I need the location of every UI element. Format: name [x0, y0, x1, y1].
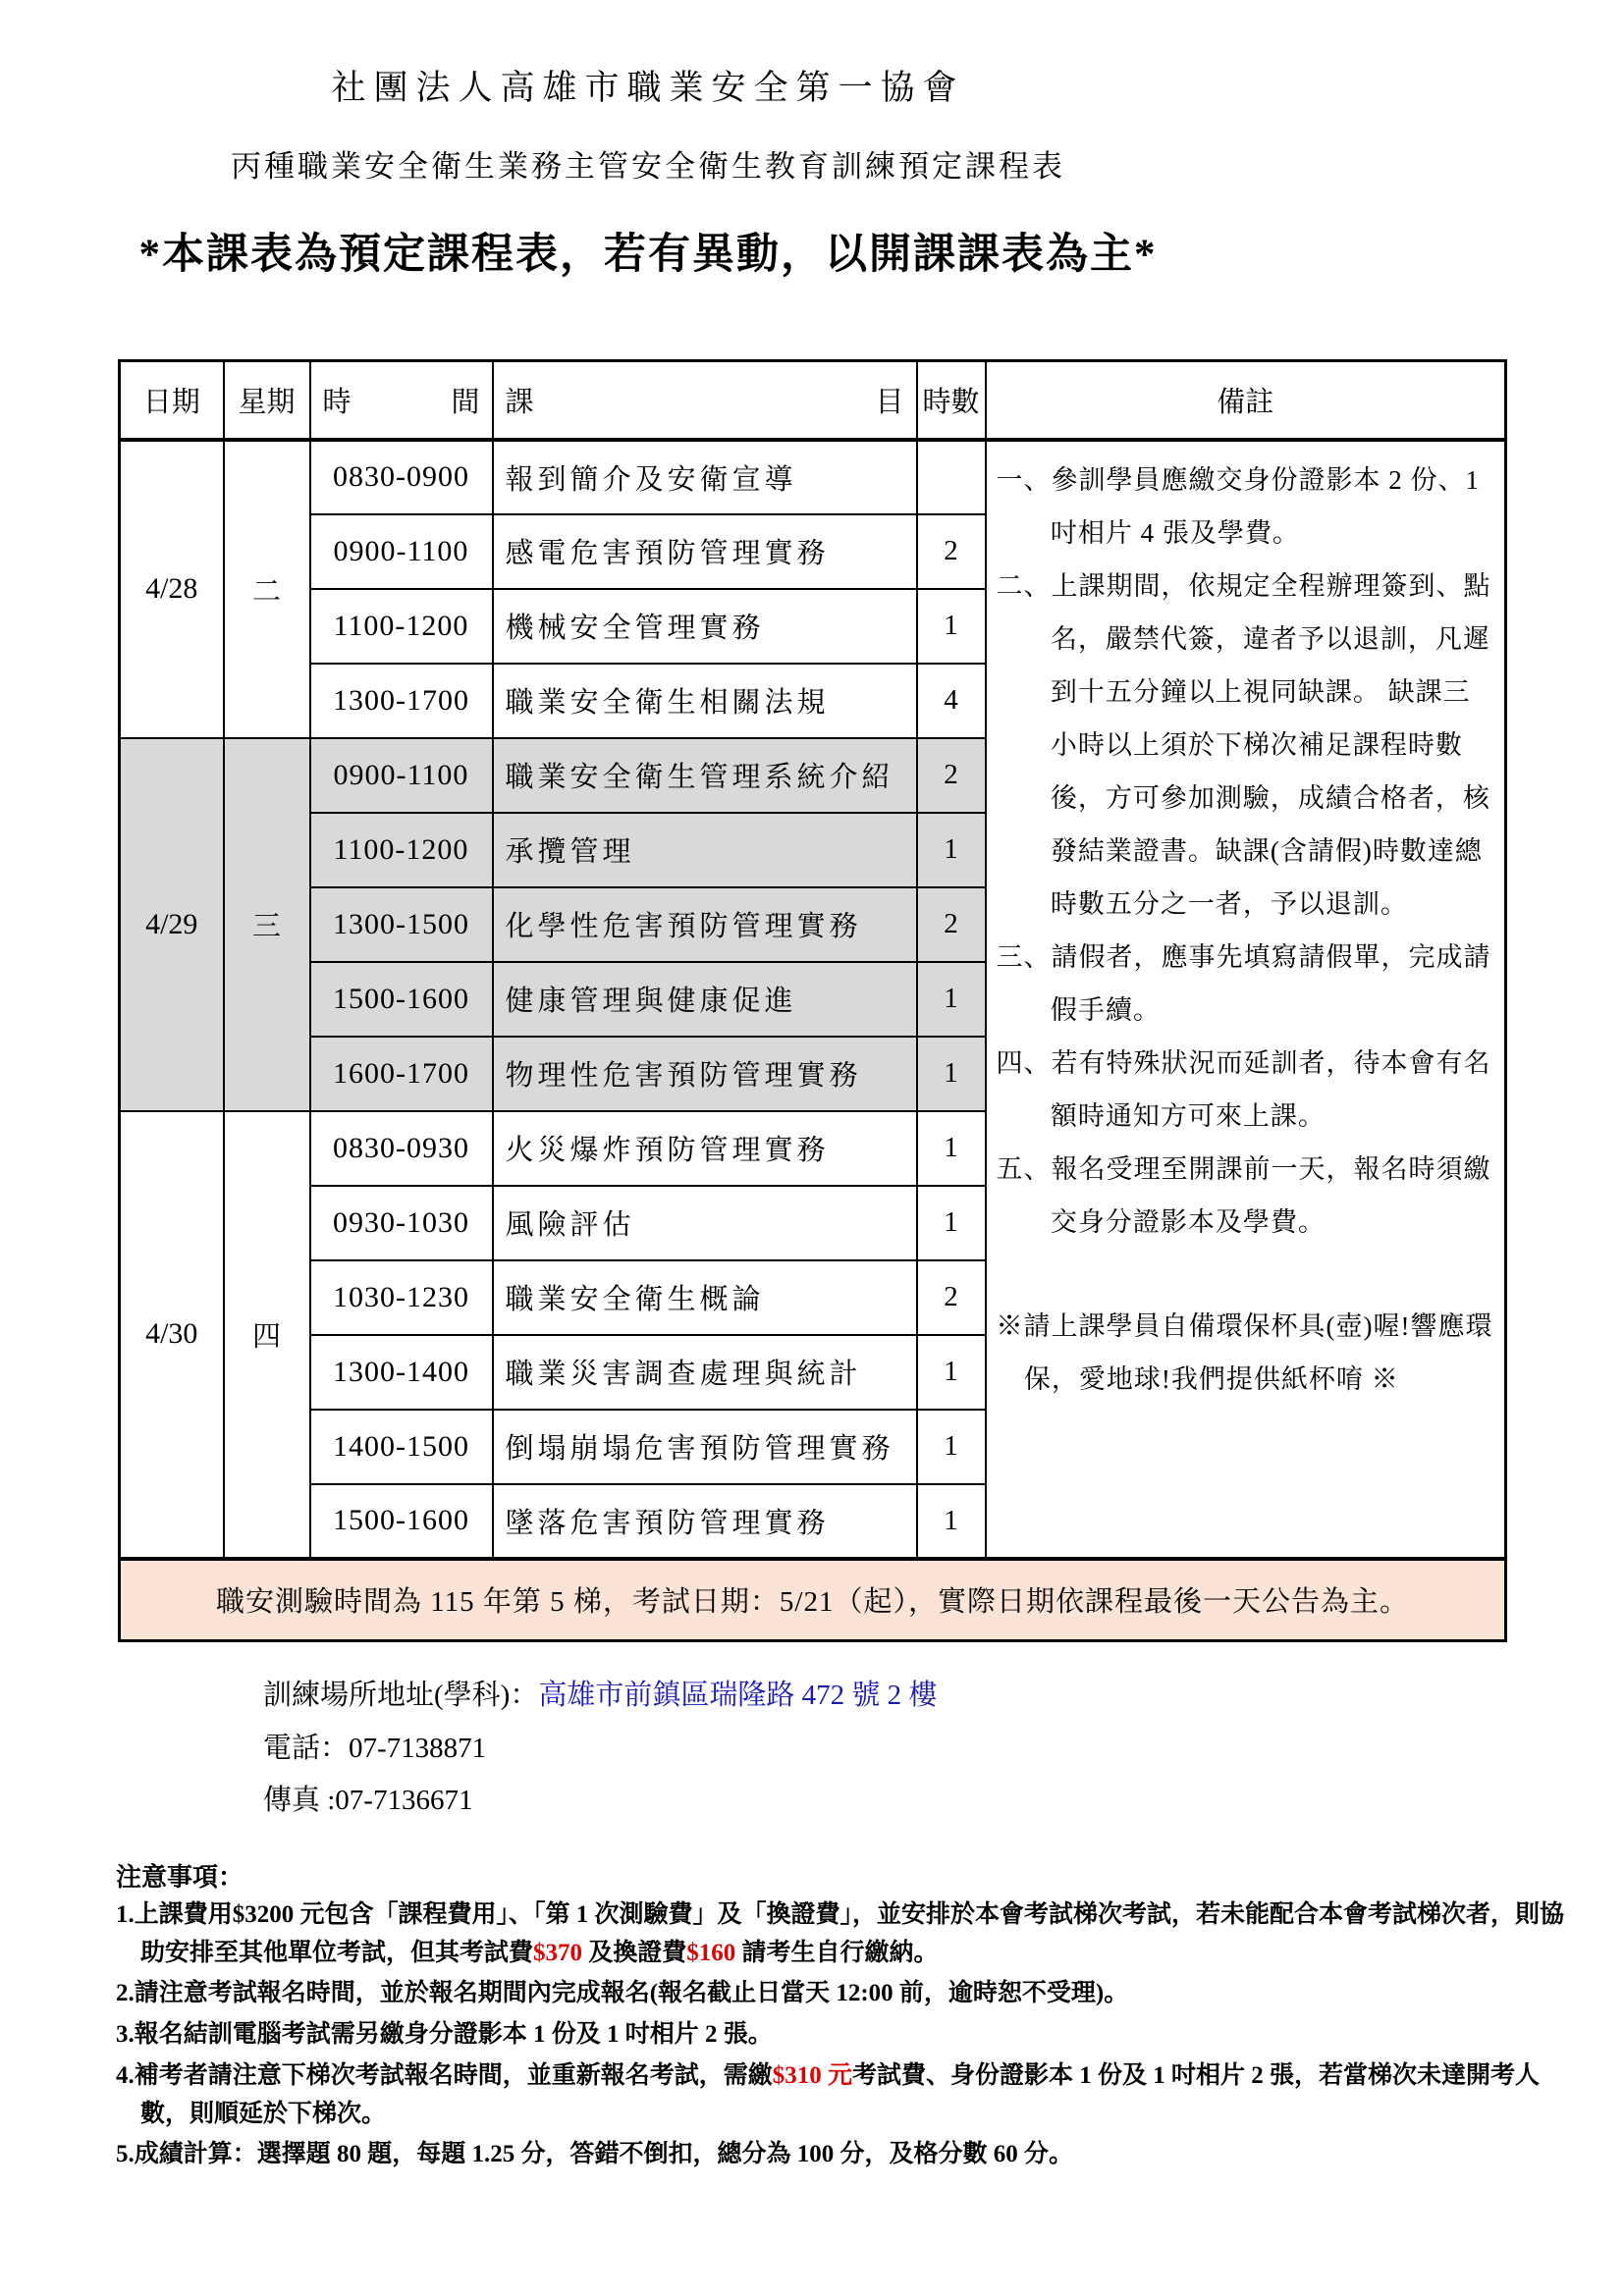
hours-cell: 4 — [917, 664, 986, 738]
hours-cell: 2 — [917, 1260, 986, 1335]
note-number: 1. — [116, 1900, 135, 1928]
time-cell: 1100-1200 — [310, 589, 493, 664]
phone-line: 電話：07-7138871 — [263, 1732, 487, 1764]
note-text: 上課費用$3200 元包含「課程費用」、「第 1 次測驗費」及「換證費」，並安排於本會考試梯次考試，若未能配合本會考試梯次者，則協助安排至其他單位考試，但其考試費 — [134, 1900, 1565, 1966]
note-text: 考試費、身份證影本 1 份及 1 吋相片 2 張，若當梯次未達開考人數，則順延於下梯次。 — [140, 2061, 1541, 2127]
col-header-0: 日期 — [120, 361, 224, 440]
col-header-5: 備註 — [986, 361, 1506, 440]
spread-header — [494, 380, 916, 420]
subject-cell: 健康管理與健康促進 — [493, 962, 917, 1037]
time-cell: 0900-1100 — [310, 738, 493, 813]
subject-cell: 職業安全衛生相關法規 — [493, 664, 917, 738]
course-subtitle: 丙種職業安全衛生業務主管安全衛生教育訓練預定課程表 — [231, 149, 1065, 184]
subject-cell: 機械安全管理實務 — [493, 589, 917, 664]
header-char: 時 — [322, 386, 352, 418]
note-item — [116, 2057, 1567, 2134]
spread-header — [311, 380, 492, 420]
col-header-3 — [493, 361, 917, 440]
fax-line: 傳真 :07-7136671 — [263, 1785, 473, 1817]
subject-cell: 職業安全衛生管理系統介紹 — [493, 738, 917, 813]
time-cell: 0830-0930 — [310, 1111, 493, 1186]
note-number: 4. — [116, 2061, 135, 2089]
time-cell: 1600-1700 — [310, 1037, 493, 1111]
hours-cell: 1 — [917, 813, 986, 887]
note-item — [116, 1896, 1567, 1973]
note-text: 報名結訓電腦考試需另繳身分證影本 1 份及 1 吋相片 2 張。 — [134, 2021, 773, 2049]
time-cell: 1030-1230 — [310, 1260, 493, 1335]
time-cell: 1500-1600 — [310, 962, 493, 1037]
subject-cell: 化學性危害預防管理實務 — [493, 887, 917, 962]
hours-cell: 1 — [917, 1037, 986, 1111]
time-cell: 1500-1600 — [310, 1484, 493, 1559]
notes-title: 注意事項： — [116, 1862, 244, 1892]
note-number: 5. — [116, 2141, 135, 2168]
training-address-line — [263, 1670, 1624, 1723]
hours-cell: 1 — [917, 1484, 986, 1559]
exam-footer-row — [120, 1559, 1506, 1641]
header-char: 目 — [875, 386, 904, 418]
col-header-1: 星期 — [224, 361, 310, 440]
date-cell: 4/29 — [120, 738, 224, 1111]
note-highlight: $160 — [686, 1939, 736, 1966]
course-row — [120, 440, 1506, 514]
address-value: 高雄市前鎮區瑞隆路 472 號 2 樓 — [538, 1680, 938, 1711]
col-header-4: 時數 — [917, 361, 986, 440]
note-item — [116, 2016, 1567, 2055]
note-highlight: $310 元 — [772, 2061, 853, 2089]
remark-item: 四、若有特殊狀況而延訓者，待本會有名額時通知方可來上課。 — [996, 1047, 1491, 1131]
note-item — [116, 2136, 1567, 2174]
remark-item: 一、參訓學員應繳交身份證影本 2 份、1 吋相片 4 張及學費。 — [996, 464, 1480, 548]
time-cell: 1300-1500 — [310, 887, 493, 962]
note-highlight: $370 — [533, 1939, 583, 1966]
schedule-table — [118, 359, 1507, 1642]
subject-cell: 職業災害調查處理與統計 — [493, 1335, 917, 1410]
hours-cell: 1 — [917, 1410, 986, 1484]
note-text: 成績計算：選擇題 80 題，每題 1.25 分，答錯不倒扣，總分為 100 分，及格分數 60 分。 — [134, 2141, 1074, 2168]
schedule-table-head — [120, 361, 1506, 440]
hours-cell: 1 — [917, 589, 986, 664]
hours-cell: 1 — [917, 962, 986, 1037]
weekday-cell: 四 — [224, 1111, 310, 1559]
document-header — [69, 61, 1227, 281]
subject-cell: 風險評估 — [493, 1186, 917, 1260]
weekday-cell: 二 — [224, 440, 310, 738]
time-cell: 1400-1500 — [310, 1410, 493, 1484]
address-label: 訓練場所地址(學科)： — [263, 1680, 539, 1711]
contact-block — [263, 1670, 1624, 1828]
subject-cell: 報到簡介及安衛宣導 — [493, 440, 917, 514]
date-cell: 4/28 — [120, 440, 224, 738]
remark-item: 二、上課期間，依規定全程辦理簽到、點名，嚴禁代簽，違者予以退訓，凡遲到十五分鐘以上視同缺課。 缺課三小時以上須於下梯次補足課程時數後，方可參加測驗，成績合格者，核發結業證書。缺課(含請假)時數達總時數五分之一者，予以退訓。 — [996, 570, 1491, 919]
subject-cell: 物理性危害預防管理實務 — [493, 1037, 917, 1111]
note-text: 補考者請注意下梯次考試報名時間，並重新報名考試，需繳 — [134, 2061, 773, 2089]
time-cell: 0930-1030 — [310, 1186, 493, 1260]
remark-item: 五、報名受理至開課前一天，報名時須繳交身分證影本及學費。 — [996, 1153, 1491, 1237]
remark-item: 三、請假者，應事先填寫請假單，完成請假手續。 — [996, 941, 1491, 1025]
time-cell: 0900-1100 — [310, 514, 493, 589]
exam-footer-cell: 職安測驗時間為 115 年第 5 梯，考試日期：5/21（起），實際日期依課程最後一天公告為主。 — [120, 1559, 1506, 1641]
note-number: 3. — [116, 2021, 135, 2049]
notes-list — [116, 1896, 1567, 2174]
header-row — [120, 361, 1506, 440]
subject-cell: 承攬管理 — [493, 813, 917, 887]
subject-cell: 火災爆炸預防管理實務 — [493, 1111, 917, 1186]
subject-cell: 感電危害預防管理實務 — [493, 514, 917, 589]
subject-cell: 職業安全衛生概論 — [493, 1260, 917, 1335]
remarks-cell — [986, 440, 1506, 1559]
weekday-cell: 三 — [224, 738, 310, 1111]
date-cell: 4/30 — [120, 1111, 224, 1559]
time-cell: 1300-1400 — [310, 1335, 493, 1410]
note-text: 請考生自行繳納。 — [735, 1939, 939, 1966]
hours-cell — [917, 440, 986, 514]
time-cell: 1300-1700 — [310, 664, 493, 738]
col-header-2 — [310, 361, 493, 440]
note-number: 2. — [116, 1980, 135, 2007]
note-item — [116, 1975, 1567, 2013]
note-text: 及換證費 — [582, 1939, 687, 1966]
header-char: 課 — [505, 386, 534, 418]
schedule-notice: *本課表為預定課程表，若有異動，以開課課表為主* — [138, 232, 1158, 278]
note-text: 請注意考試報名時間，並於報名期間內完成報名(報名截止日當天 12:00 前，逾時恕不受理)。 — [134, 1980, 1129, 2007]
hours-cell: 2 — [917, 738, 986, 813]
hours-cell: 2 — [917, 514, 986, 589]
time-cell: 0830-0900 — [310, 440, 493, 514]
subject-cell: 倒塌崩塌危害預防管理實務 — [493, 1410, 917, 1484]
hours-cell: 1 — [917, 1186, 986, 1260]
notes-section — [116, 1857, 1567, 2174]
hours-cell: 1 — [917, 1111, 986, 1186]
schedule-table-body — [120, 440, 1506, 1641]
org-title: 社團法人高雄市職業安全第一協會 — [331, 69, 965, 107]
subject-cell: 墜落危害預防管理實務 — [493, 1484, 917, 1559]
eco-note: ※請上課學員自備環保杯具(壺)喔!響應環保，愛地球!我們提供紙杯唷 ※ — [996, 1310, 1493, 1394]
hours-cell: 2 — [917, 887, 986, 962]
header-char: 間 — [451, 386, 480, 418]
time-cell: 1100-1200 — [310, 813, 493, 887]
hours-cell: 1 — [917, 1335, 986, 1410]
